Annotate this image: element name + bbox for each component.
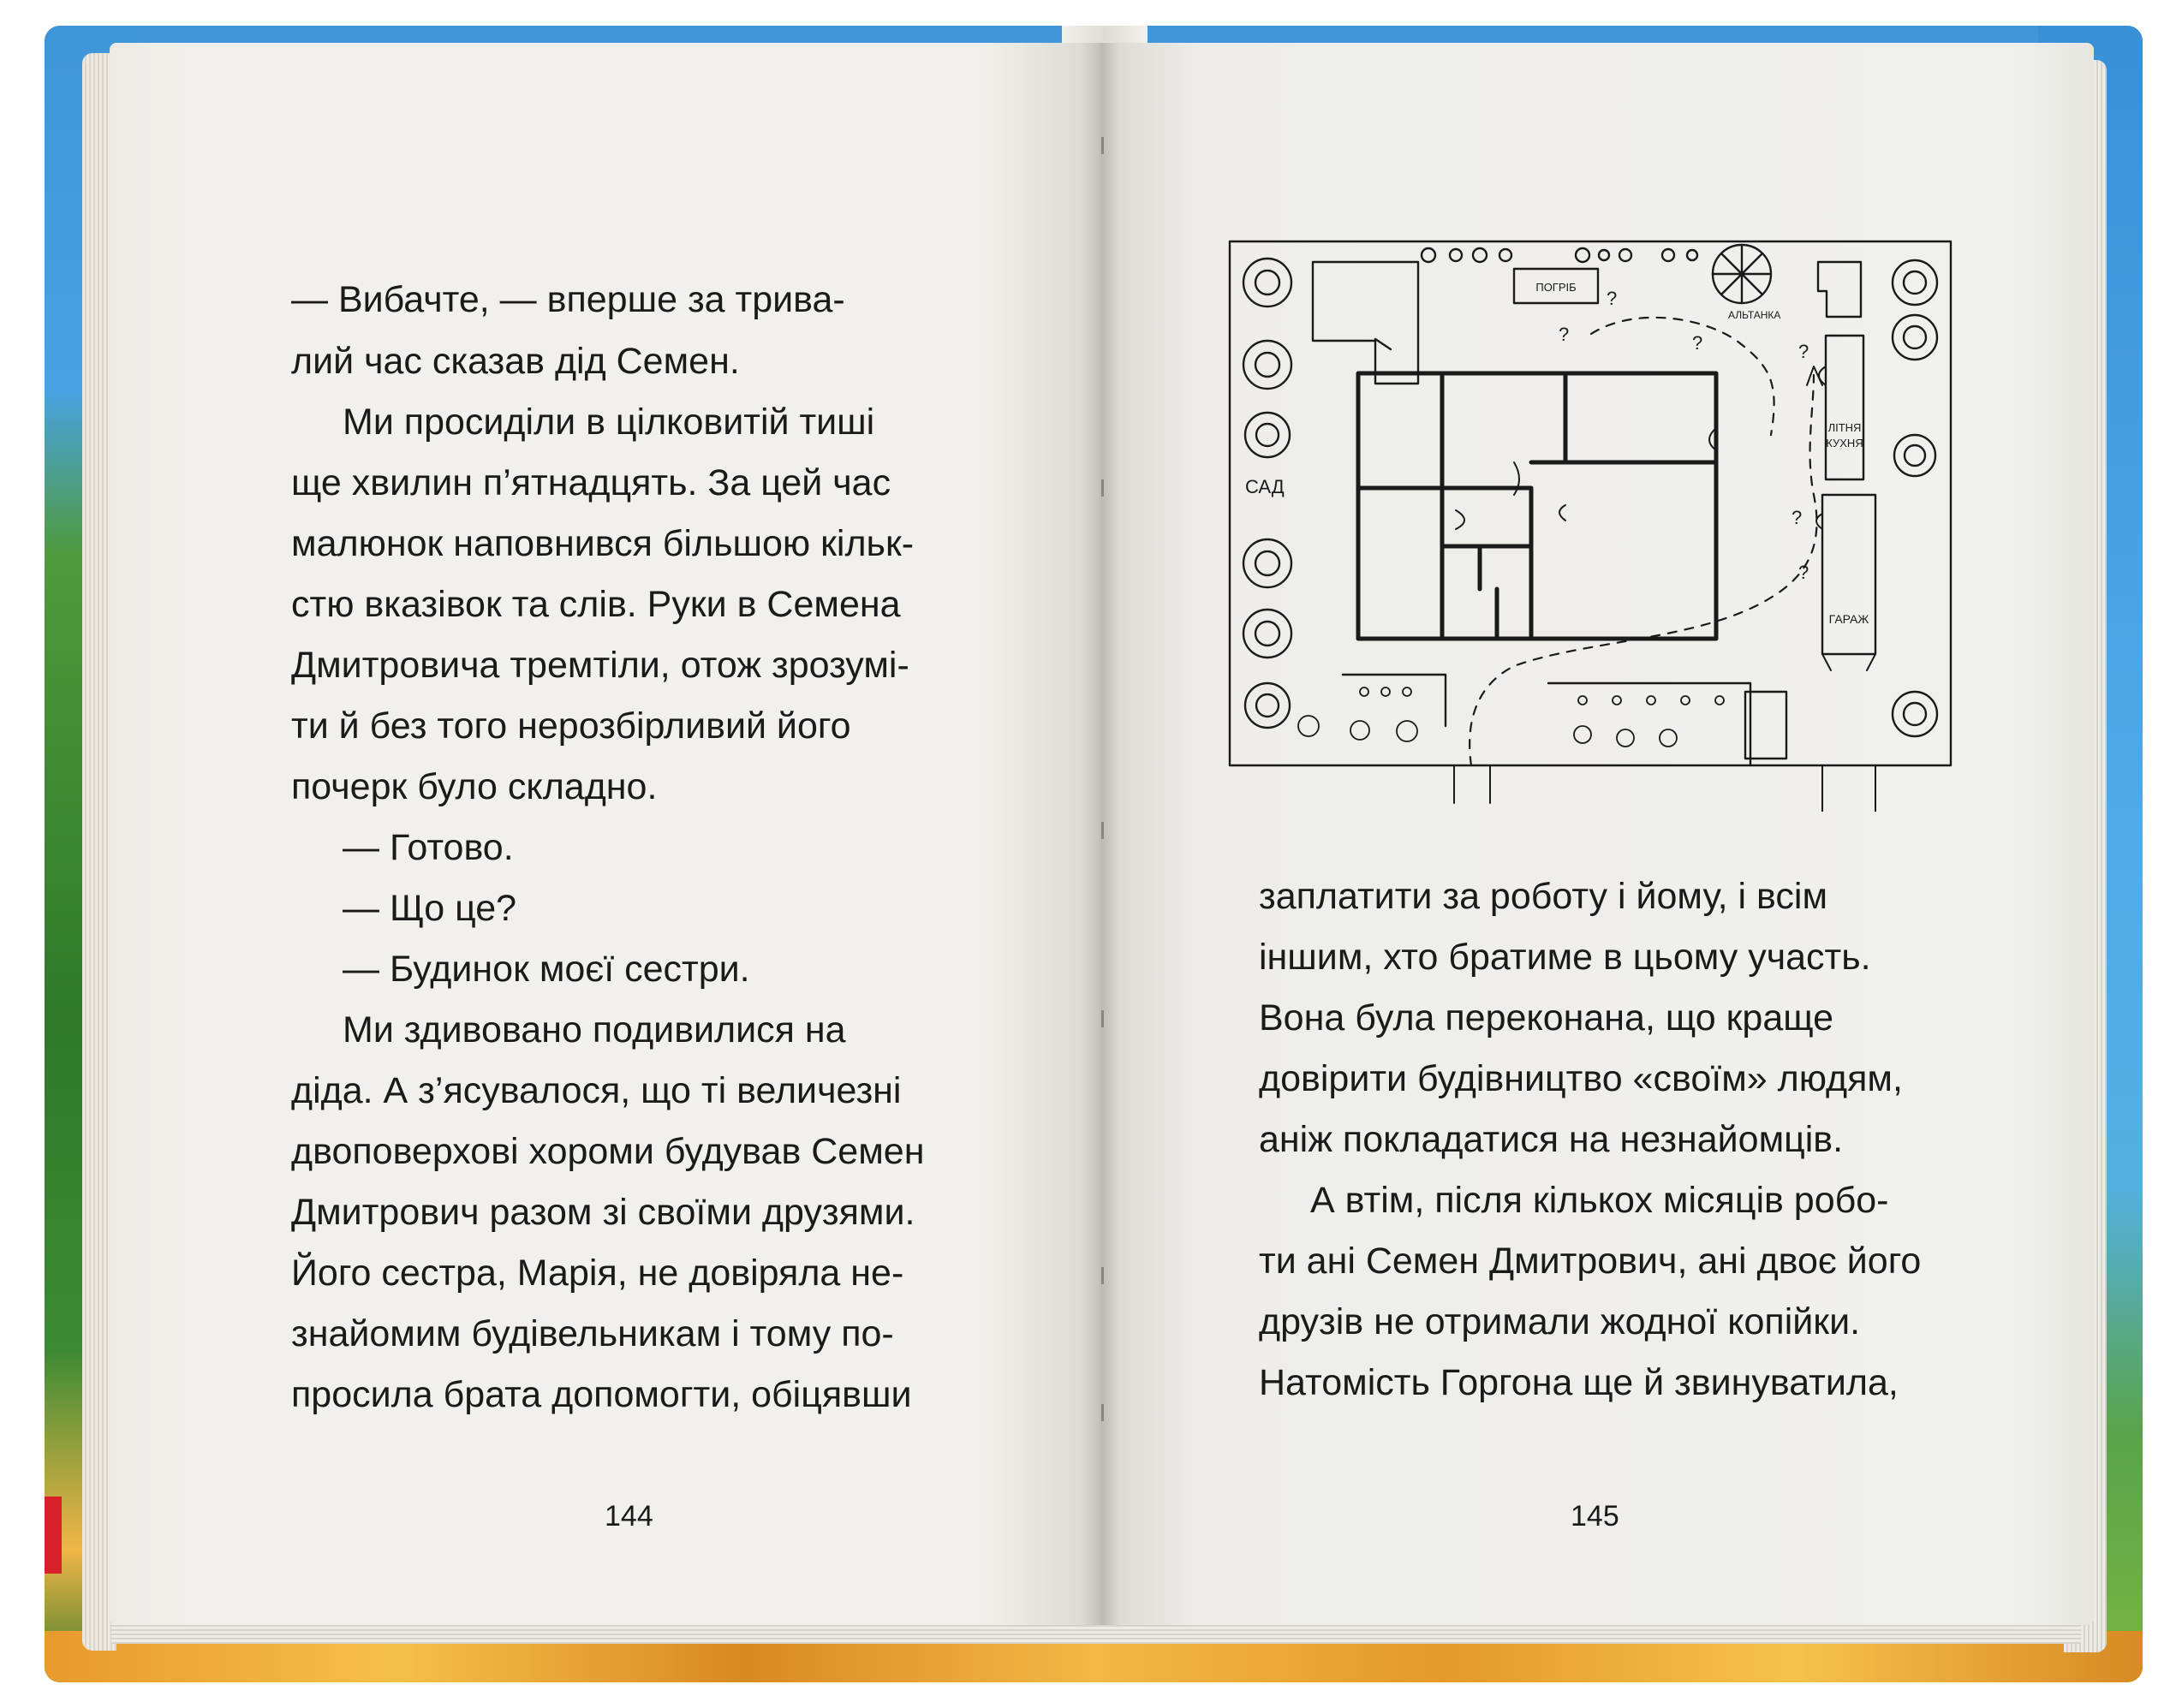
- dashed-path: [1470, 375, 1816, 765]
- text-line: Його сестра, Марія, не довіряла не-: [291, 1253, 904, 1294]
- text-line: — Що це?: [343, 888, 517, 929]
- svg-text:?: ?: [1559, 324, 1570, 345]
- spine-stitch: [1101, 1267, 1104, 1284]
- text-line: ти ані Семен Дмитрович, ані двоє його: [1259, 1241, 1922, 1282]
- text-line: ще хвилин п’ятнадцять. За цей час: [291, 462, 891, 503]
- svg-text:?: ?: [1692, 332, 1703, 354]
- bush-icon: [1893, 260, 1937, 736]
- main-house: [1358, 373, 1716, 639]
- text-line: заплатити за роботу і йому, і всім: [1259, 876, 1828, 917]
- text-line: Дмитрович разом зі своїми друзями.: [291, 1192, 915, 1233]
- text-line: діда. А з’ясувалося, що ті величезні: [291, 1070, 902, 1111]
- text-line: аніж покладатися на незнайомців.: [1259, 1119, 1844, 1160]
- top-left-building: [1313, 262, 1418, 384]
- svg-text:?: ?: [1792, 507, 1803, 528]
- text-line: Ми просиділи в цілковитій тиші: [343, 402, 875, 443]
- house-floor-plan: [1223, 238, 1959, 812]
- house-doors: [1456, 428, 1716, 529]
- label-kitchen-2: КУХНЯ: [1826, 437, 1863, 449]
- text-line: Натомість Горгона ще й звинуватила,: [1259, 1362, 1899, 1403]
- label-kitchen-1: ЛІТНЯ: [1827, 421, 1862, 434]
- svg-text:?: ?: [1798, 562, 1809, 583]
- spine-shadow: [1081, 43, 1120, 1625]
- plan-frame: [1230, 241, 1951, 765]
- spine-stitch: [1101, 1404, 1104, 1421]
- shrub-row: [1422, 248, 1697, 262]
- text-line: знайомим будівельникам і тому по-: [291, 1313, 894, 1354]
- svg-text:?: ?: [1798, 341, 1809, 362]
- text-line: лий час сказав дід Семен.: [291, 341, 740, 382]
- text-line: — Готово.: [343, 827, 514, 868]
- page-number-right: 145: [1571, 1500, 1619, 1532]
- text-line: стю вказівок та слів. Руки в Семена: [291, 584, 901, 625]
- garden-plants: [1298, 687, 1724, 747]
- spine-stitch: [1101, 479, 1104, 497]
- text-line: друзів не отримали жодної копійки.: [1259, 1301, 1861, 1342]
- label-sad: САД: [1245, 476, 1285, 497]
- text-line: довірити будівництво «своїм» людям,: [1259, 1058, 1903, 1099]
- text-line: А втім, після кількох місяців робо-: [1310, 1180, 1889, 1221]
- text-line: Ми здивовано подивилися на: [343, 1009, 846, 1050]
- garage: [1822, 495, 1875, 654]
- text-line: двоповерхові хороми будував Семен: [291, 1131, 925, 1172]
- top-right-shed: [1818, 262, 1861, 317]
- text-line: — Вибачте, — вперше за трива-: [291, 279, 845, 320]
- summer-kitchen: [1826, 336, 1863, 479]
- text-line: Вона була переконана, що краще: [1259, 997, 1834, 1038]
- text-line: просила брата допомогти, обіцявши: [291, 1374, 912, 1415]
- text-line: Дмитровича тремтіли, отож зрозумі-: [291, 645, 909, 686]
- spine-stitch: [1101, 1010, 1104, 1027]
- svg-text:?: ?: [1607, 288, 1618, 309]
- label-pogrib: ПОГРІБ: [1535, 281, 1577, 294]
- label-altanka: АЛЬТАНКА: [1728, 309, 1781, 321]
- fence-left: [1343, 675, 1446, 726]
- cover-red-tab: [45, 1497, 62, 1574]
- gazebo-icon: [1713, 245, 1771, 303]
- label-garage: ГАРАЖ: [1828, 612, 1869, 626]
- spine-stitch: [1101, 822, 1104, 839]
- text-line: почерк було складно.: [291, 766, 658, 807]
- page-number-left: 144: [605, 1500, 653, 1532]
- spine-stitch: [1101, 137, 1104, 154]
- text-line: — Будинок моєї сестри.: [343, 949, 750, 990]
- text-line: малюнок наповнився більшою кільк-: [291, 523, 915, 564]
- text-line: ти й без того нерозбірливий його: [291, 705, 851, 747]
- text-line: іншим, хто братиме в цьому участь.: [1259, 937, 1871, 978]
